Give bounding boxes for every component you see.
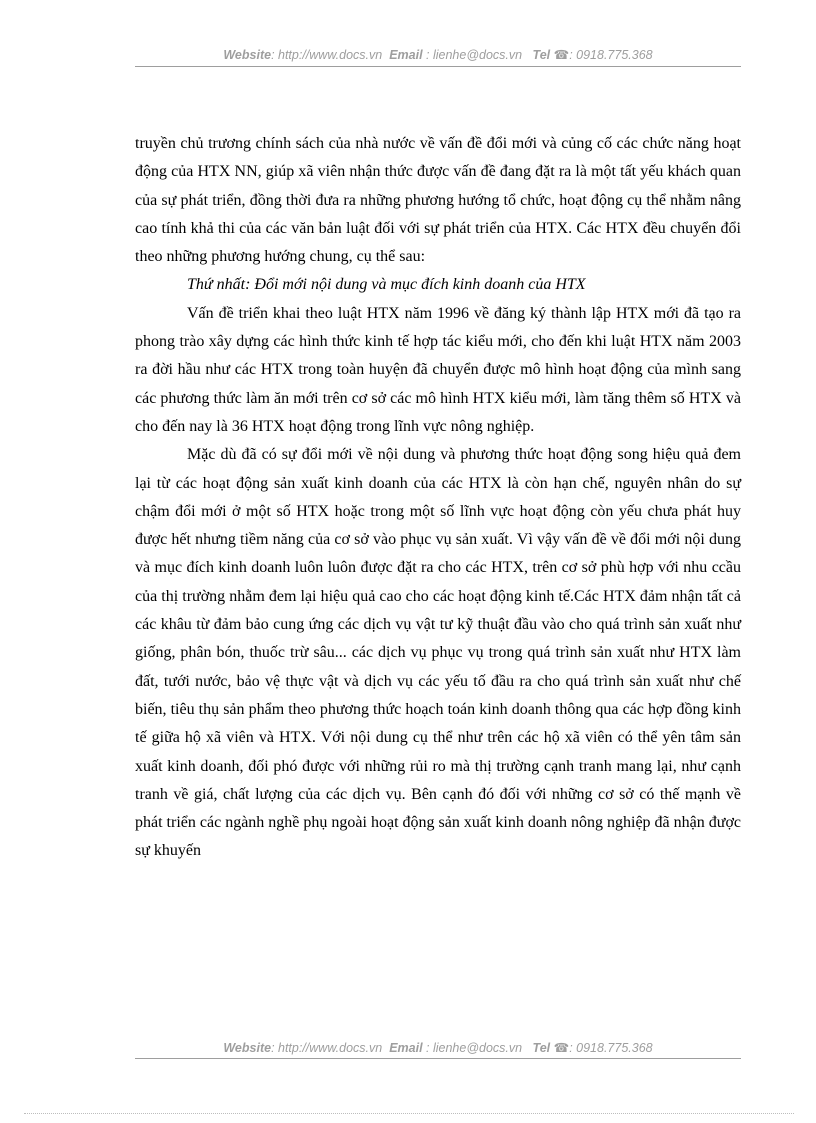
footer-tel-label: Tel: [532, 1041, 551, 1055]
header-website-label: Website: [223, 48, 272, 62]
section-heading: Thứ nhất: Đổi mới nội dung và mục đích kinh doanh của HTX: [187, 276, 586, 294]
paragraph-3: Mặc dù đã có sự đổi mới về nội dung và phương thức hoạt động song hiệu quả đem lại từ các hoạt động sản xuất kinh doanh của các HTX là còn hạn chế, nguyên nhân do sự chậm đổi mới ở một số HTX hoặc trong một số lĩnh vực hoạt động còn yếu chưa phát huy được hết nhưng tiềm năng của cơ sở vào phục vụ sản xuất. Vì vậy vấn đề về đổi mới nội dung và mục đích kinh doanh luôn luôn được đặt ra cho các HTX, trên cơ sở phù hợp với nhu ccầu của thị trường nhằm đem lại hiệu quả cao cho các hoạt động kinh tế.Các HTX đảm nhận tất cả các khâu từ đảm bảo cung ứng các dịch vụ vật tư kỹ thuật đầu vào cho quá trình sản xuất như giống, phân bón, thuốc trừ sâu... các dịch vụ phục vụ trong quá trình sản xuất như HTX làm đất, tưới nước, bảo vệ thực vật và dịch vụ các yếu tố đầu ra cho quá trình sản xuất như chế biến, tiêu thụ sản phẩm theo phương thức hoạch toán kinh doanh thông qua các hợp đồng kinh tế giữa hộ xã viên và HTX. Với nội dung cụ thể như trên các hộ xã viên có thể yên tâm sản xuất kinh doanh, đối phó được với những rủi ro mà thị trường cạnh tranh mang lại, như cạnh tranh về giá, chất lượng của các dịch vụ. Bên cạnh đó đối với những cơ sở có thế mạnh về phát triển các ngành nghề phụ ngoài hoạt động sản xuất kinh doanh nông nghiệp đã nhận được sự khuyến: [135, 446, 741, 860]
footer-email-label: Email: [389, 1041, 423, 1055]
header-email-value: : lienhe@docs.vn: [426, 48, 523, 62]
page-boundary: [24, 1113, 794, 1114]
footer-tel-value: : 0918.775.368: [569, 1041, 653, 1055]
header-email-label: Email: [389, 48, 423, 62]
phone-icon: ☎: [553, 48, 570, 62]
paragraph-1: truyền chủ trương chính sách của nhà nước về vấn đề đổi mới và củng cố các chức năng hoạt động của HTX NN, giúp xã viên nhận thức được vấn đề đang đặt ra là một tất yếu khách quan của sự phát triển, đồng thời đưa ra những phương hướng tổ chức, hoạt động cụ thể nhằm nâng cao tính khả thi của các văn bản luật đối với sự phát triển của HTX. Các HTX đều chuyển đổi theo những phương hướng chung, cụ thể sau:: [135, 135, 741, 266]
phone-icon: ☎: [553, 1041, 570, 1055]
header-tel-label: Tel: [532, 48, 551, 62]
page-footer: [135, 1040, 741, 1055]
header-rule: [135, 66, 741, 67]
header-tel-value: : 0918.775.368: [569, 48, 653, 62]
footer-email-value: : lienhe@docs.vn: [426, 1041, 523, 1055]
footer-website-value: : http://www.docs.vn: [271, 1041, 383, 1055]
header-website-value: : http://www.docs.vn: [271, 48, 383, 62]
page-header: [135, 47, 741, 62]
footer-website-label: Website: [223, 1041, 272, 1055]
document-body: [135, 130, 741, 866]
paragraph-2: Vấn đề triển khai theo luật HTX năm 1996 về đăng ký thành lập HTX mới đã tạo ra phong trào xây dựng các hình thức kinh tế hợp tác kiểu mới, cho đến khi luật HTX năm 2003 ra đời hầu như các HTX trong toàn huyện đã chuyển được mô hình hoạt động của mình sang các phương thức làm ăn mới trên cơ sở các mô hình HTX kiểu mới, làm tăng thêm số HTX và cho đến nay là 36 HTX hoạt động trong lĩnh vực nông nghiệp.: [135, 304, 741, 435]
footer-rule: [135, 1058, 741, 1059]
